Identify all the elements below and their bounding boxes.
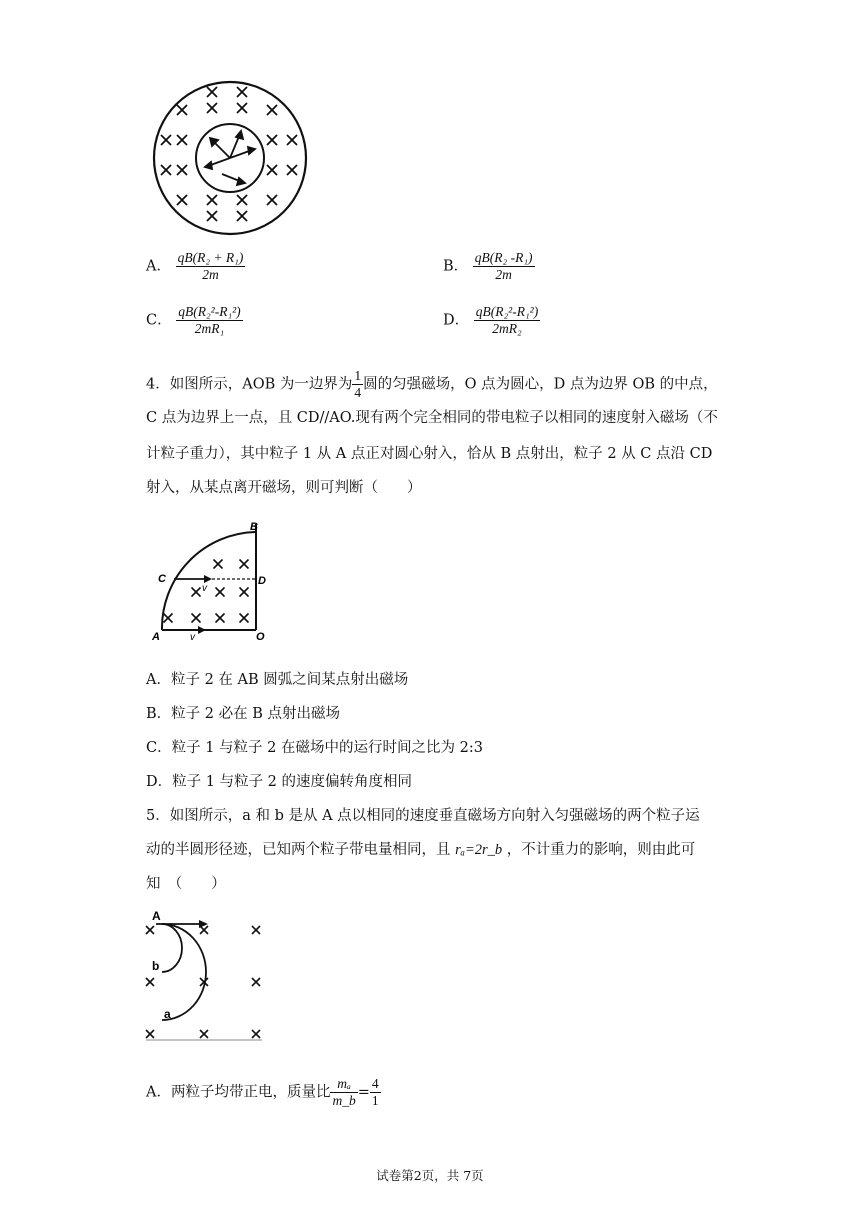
label-d: D: [258, 575, 266, 587]
q4-option-b[interactable]: B．粒子 2 必在 B 点射出磁场: [146, 706, 340, 722]
q4-line-1: 4．如图所示，AOB 为一边界为 $\frac{1}{4}$ 圆的匀强磁场，O 点为圆心，D 点为边界 OB 的中点，: [146, 368, 718, 400]
q3-option-c-fraction: $\frac{\text{qB(R₂²-R₁²)}}{\text{2mR₁}}$: [178, 304, 241, 336]
figure-concentric-field: [150, 78, 310, 238]
q5-line-3: 知 （ ）: [146, 876, 226, 892]
q5-line-1: 5．如图所示，a 和 b 是从 A 点以相同的速度垂直磁场方向射入匀强磁场的两个粒子运: [146, 808, 700, 824]
label-o: O: [256, 631, 265, 642]
q3-option-b[interactable]: B． $\frac{\text{qB(R₂ -R₁)}}{2m}$: [443, 250, 533, 282]
label-b-track: b: [152, 959, 160, 973]
q3-option-a[interactable]: A． $\frac{\text{qB(R₂ + R₁)}}{2m}$: [146, 250, 244, 282]
q5-mass-fraction: $\frac{\text{mₐ}}{m\_b}$: [332, 1076, 356, 1108]
label-b: B: [250, 521, 258, 533]
q4-line-3: 计粒子重力），其中粒子 1 从 A 点正对圆心射入，恰从 B 点射出，粒子 2 从 C 点沿 CD: [146, 446, 713, 462]
label-a-point: A: [152, 909, 161, 923]
q4-option-d[interactable]: D．粒子 1 与粒子 2 的速度偏转角度相同: [146, 774, 413, 790]
q4-line-4: 射入，从某点离开磁场，则可判断（ ）: [146, 480, 422, 496]
label-a-track: a: [164, 1007, 171, 1021]
q3-option-b-fraction: $\frac{\text{qB(R₂ -R₁)}}{2m}$: [474, 250, 533, 282]
q4-option-c[interactable]: C．粒子 1 与粒子 2 在磁场中的运行时间之比为 2:3: [146, 740, 483, 756]
q4-line-2: C 点为边界上一点，且 CD//AO.现有两个完全相同的带电粒子以相同的速度射入磁场（不: [146, 410, 718, 426]
q5-equation: rₐ=2r_b: [455, 842, 503, 858]
figure-quarter-circle-field: [148, 516, 278, 642]
q5-option-a[interactable]: A．两粒子均带正电，质量比 $\frac{\text{mₐ}}{m\_b}$ = $\frac{4}{1}$: [146, 1076, 379, 1108]
label-v-upper: v: [202, 583, 207, 594]
q4-option-a[interactable]: A．粒子 2 在 AB 圆弧之间某点射出磁场: [146, 672, 409, 688]
q5-ratio-fraction: $\frac{4}{1}$: [371, 1076, 379, 1108]
q3-option-c[interactable]: C． $\frac{\text{qB(R₂²-R₁²)}}{\text{2mR₁}}$: [146, 304, 241, 336]
label-a: A: [152, 631, 160, 642]
q3-option-d-fraction: $\frac{\text{qB(R₂²-R₁²)}}{\text{2mR₂}}$: [475, 304, 539, 336]
q3-option-d[interactable]: D． $\frac{\text{qB(R₂²-R₁²)}}{\text{2mR₂}}$: [443, 304, 539, 336]
q3-option-a-fraction: $\frac{\text{qB(R₂ + R₁)}}{2m}$: [177, 250, 244, 282]
q4-fraction: $\frac{1}{4}$: [354, 368, 362, 400]
label-c: C: [158, 573, 166, 585]
q5-line-2: 动的半圆形径迹，已知两个粒子带电量相同，且 rₐ=2r_b ，不计重力的影响，则由此可: [146, 842, 696, 858]
figure-semicircle-tracks: [142, 906, 266, 1046]
page-footer: 试卷第2页，共 7页: [376, 1168, 484, 1183]
label-v-lower: v: [190, 632, 195, 642]
